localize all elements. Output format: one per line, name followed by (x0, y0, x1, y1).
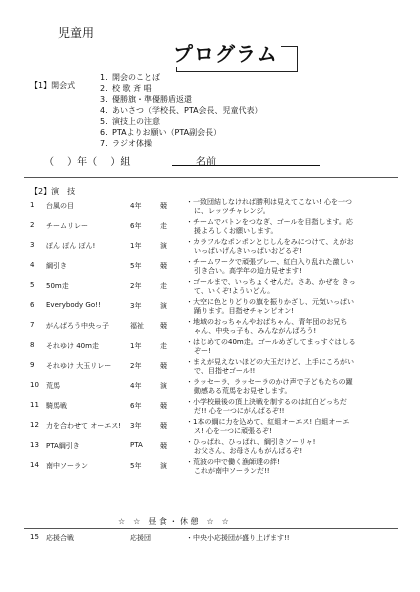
divider (24, 528, 398, 529)
opening-item: 7. ラジオ体操 (100, 139, 152, 148)
opening-item: 3. 優勝旗・準優勝盾返還 (100, 95, 192, 104)
opening-item: 1. 開会のことば (100, 73, 160, 82)
event-description: ・中央小応援団が盛り上げます!! (186, 534, 290, 542)
page-title: プログラム (170, 38, 281, 67)
performance-section-label: 【2】演 技 (30, 187, 76, 196)
event-row: 8 それゆけ 40m走 1年 走 ・はじめての40m走。ゴールめざしてまっすぐはしる ぞー! (30, 338, 356, 355)
event-number: 15 (30, 533, 39, 541)
event-row: 14 南中ソーラン 5年 演 ・荒波の中で働く漁師達の絆! これが南中ソーランだ!! (30, 458, 280, 475)
opening-item: 5. 演技上の注意 (100, 117, 160, 126)
divider (24, 177, 398, 178)
event-row: 1 台風の目 4年 競 ・一致団結しなければ勝利は見えてこない! 心を一つ に、レッツチャレンジ。 (30, 198, 353, 215)
opening-section-label: 【1】開会式 (30, 81, 76, 90)
lunch-break-label: ☆ ☆ 昼 食 ・ 休 憩 ☆ ☆ (118, 517, 229, 526)
event-row: 12 力を合わせて オーエス! 3年 競 ・1本の綱に力を込めて、紅組オーエス! 白組オーエ ス! 心を一つに頑張るぞ! (30, 418, 350, 435)
for-kids-label: 児童用 (58, 26, 95, 40)
opening-item: 2. 校 歌 斉 唱 (100, 84, 152, 93)
opening-item: 4. あいさつ（学校長、PTA会長、児童代表） (100, 106, 263, 115)
event-row: 13 PTA綱引き PTA 競 ・ひっぱれ、ひっぱれ、綱引きソーリャ! お父さん、お母さんもがんばるぞ! (30, 438, 316, 455)
event-name: 応援合戦 (46, 534, 74, 542)
event-row: 9 それゆけ 大玉リレー 2年 競 ・まえが見えないほどの大玉だけど、上手にころがい で、目指せゴール!! (30, 358, 354, 375)
event-row: 3 ぽん ぽん ぽん! 1年 演 ・カラフルなポンポンとじしんをみにつけて、えがお いっぱいげんきいっぱいおどるぞ! (30, 238, 354, 255)
class-field: （ ）年（ ）組 (44, 157, 131, 168)
event-row: 6 Everybody Go!! 3年 演 ・大空に色とりどりの旗を振りかざし、元気いっぱい 踊ります。目指せチャンピオン! (30, 298, 354, 315)
name-line (172, 165, 320, 166)
name-label: 名前 (196, 157, 216, 168)
event-grade: 応援団 (130, 534, 151, 542)
event-row: 11 騎馬戦 6年 競 ・小学校最後の頂上決戦を制するのは紅白どっちだ だ!! 心を一つにがんばるぞ!! (30, 398, 347, 415)
event-row (0, 530, 420, 544)
event-row: 7 がんばろう中央っ子 福祉 競 ・地域のおっちゃんやおばちゃん、青年団のお兄ち ゃん、中央っ子も、みんながんばろう! (30, 318, 348, 335)
event-row: 5 50m走 2年 走 ・ゴールまで、いっちょくせんだ。さあ、かぜを きっ て、いくぞ!よういどん。 (30, 278, 356, 295)
opening-item: 6. PTAよりお願い（PTA副会長） (100, 128, 222, 137)
event-list (0, 196, 420, 476)
event-row: 2 チームリレー 6年 走 ・チームでバトンをつなぎ、ゴールを目指します。応 援よろしくお願いします。 (30, 218, 353, 235)
event-row: 10 荒馬 4年 演 ・ラッセーラ、ラッセーラのかけ声で子どもたちの躍 動感ある荒馬をお見せします。 (30, 378, 353, 395)
event-row: 4 綱引き 5年 競 ・チームワークで頑張プレー、紅白入り乱れた激しい 引き合い。高学年の迫力見せます! (30, 258, 354, 275)
opening-list (100, 72, 263, 149)
